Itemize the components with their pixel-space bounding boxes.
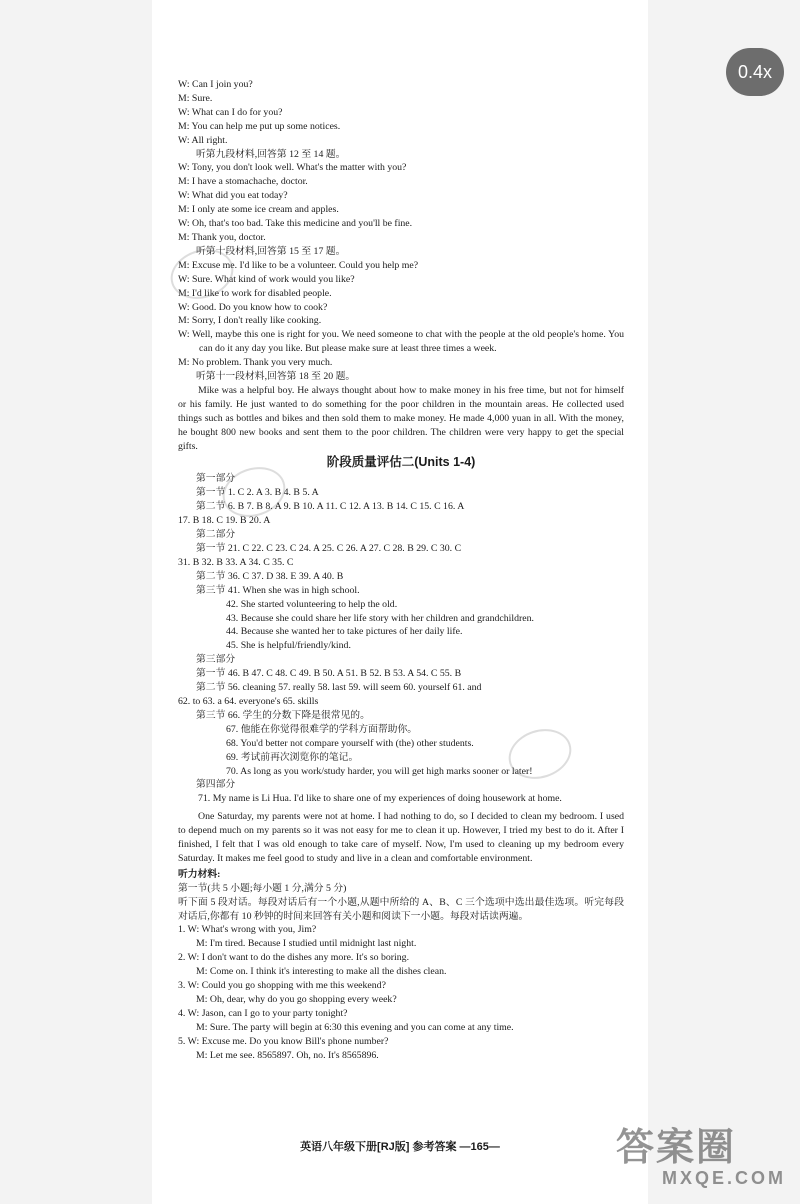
list-item: 1. W: What's wrong with you, Jim? xyxy=(178,924,317,936)
list-item: 4. W: Jason, can I go to your party tonight? xyxy=(178,1007,348,1019)
part-title: 第二部分 xyxy=(196,529,236,541)
dialog-line: M: Thank you, doctor. xyxy=(178,231,266,243)
answer-row: 70. As long as you work/study harder, you will get high marks sooner or later! xyxy=(226,765,533,777)
watermark-url: MXQE.COM xyxy=(661,1168,786,1188)
answer-row: 第一节 46. B 47. C 48. C 49. B 50. A 51. B 52. B 53. A 54. C 55. B xyxy=(196,668,462,680)
section-header: 听第十段材料,回答第 15 至 17 题。 xyxy=(196,245,346,257)
part-title: 第一部分 xyxy=(196,473,236,485)
list-item: M: Sure. The party will begin at 6:30 this evening and you can come at any time. xyxy=(196,1021,514,1033)
dialog-line: W: All right. xyxy=(178,134,228,146)
watermark-text: 答案圈 xyxy=(616,1127,737,1169)
listening-title: 听力材料: xyxy=(178,868,221,880)
answer-row: 第三节 41. When she was in high school. xyxy=(196,584,360,596)
part-title: 第四部分 xyxy=(196,779,236,791)
dialog-line: M: You can help me put up some notices. xyxy=(178,120,341,132)
answer-row: 第二节 36. C 37. D 38. E 39. A 40. B xyxy=(196,570,344,582)
listening-dialog-list xyxy=(178,923,624,1062)
dialog-line: M: Sorry, I don't really like cooking. xyxy=(178,315,322,327)
dialog-line: W: What can I do for you? xyxy=(178,106,283,118)
dialog-line: M: I only ate some ice cream and apples. xyxy=(178,204,339,216)
answer-row: 42. She started volunteering to help the old. xyxy=(226,598,398,610)
section-header: 听第十一段材料,回答第 18 至 20 题。 xyxy=(196,371,356,383)
site-watermark-logo xyxy=(616,1128,786,1198)
list-item: 5. W: Excuse me. Do you know Bill's phone number? xyxy=(178,1035,389,1047)
zoom-level-badge[interactable]: 0.4x xyxy=(726,48,784,96)
answer-row: 68. You'd better not compare yourself with (the) other students. xyxy=(226,737,474,749)
answer-row: 44. Because she wanted her to take pictures of her daily life. xyxy=(226,626,463,638)
answer-row: 45. She is helpful/friendly/kind. xyxy=(226,640,351,652)
dialog-line: M: Excuse me. I'd like to be a volunteer. Could you help me? xyxy=(178,259,419,271)
writing-essay: One Saturday, my parents were not at home. I had nothing to do, so I decided to clean my bedroom. I used to depend much on my parents so it was not easy for me to clean it up. However, I tried my best to do it. After I finished, I felt that I was old enough to take care of myself. Now, I'm used to cleaning up my bedroom every Saturday. It makes me feel good to study and live in a clean and comfortable environment. xyxy=(178,811,624,864)
answer-row: 69. 考试前再次浏览你的笔记。 xyxy=(226,751,359,763)
answer-row: 62. to 63. a 64. everyone's 65. skills xyxy=(178,695,319,707)
dialog-line: M: I'd like to work for disabled people. xyxy=(178,287,332,299)
answer-row: 17. B 18. C 19. B 20. A xyxy=(178,515,271,527)
answer-key-content xyxy=(178,78,624,1063)
part-title: 第三部分 xyxy=(196,654,236,666)
list-item: M: I'm tired. Because I studied until midnight last night. xyxy=(196,938,417,950)
answer-row: 第二节 56. cleaning 57. really 58. last 59. will seem 60. yourself 61. and xyxy=(196,682,482,694)
answer-row: 43. Because she could share her life story with her children and grandchildren. xyxy=(226,612,534,624)
listening-instructions: 听下面 5 段对话。每段对话后有一个小题,从题中所给的 A、B、C 三个选项中选出最佳选项。听完每段对话后,你都有 10 秒钟的时间来回答有关小题和阅读下一小题。每段对话读两遍。 xyxy=(178,896,624,922)
dialog-line: W: Well, maybe this one is right for you. We need someone to chat with the people at the old people's home. You can do it any day you like. But please make sure at least three times a week. xyxy=(178,329,624,355)
answer-row: 第三节 66. 学生的分数下降是很常见的。 xyxy=(196,709,370,721)
answer-row: 第二节 6. B 7. B 8. A 9. B 10. A 11. C 12. A 13. B 14. C 15. C 16. A xyxy=(196,501,465,513)
page-footer: 英语八年级下册[RJ版] 参考答案 —165— xyxy=(300,1141,500,1153)
answer-row: 67. 他能在你觉得很难学的学科方面帮助你。 xyxy=(226,723,418,735)
dialog-line: W: Good. Do you know how to cook? xyxy=(178,301,328,313)
list-item: 2. W: I don't want to do the dishes any more. It's so boring. xyxy=(178,952,410,964)
dialog-line: M: No problem. Thank you very much. xyxy=(178,357,333,369)
answer-row: 第一节 21. C 22. C 23. C 24. A 25. C 26. A 27. C 28. B 29. C 30. C xyxy=(196,543,462,554)
section-header: 听第九段材料,回答第 12 至 14 题。 xyxy=(196,148,346,160)
writing-answer-71: 71. My name is Li Hua. I'd like to share one of my experiences of doing housework at home. xyxy=(198,793,562,805)
listening-passage: Mike was a helpful boy. He always thought about how to make money in his free time, but not for himself or his family. He just wanted to do something for the poor children in the mountain areas. He collected used things such as bottles and bikes and then sold them to make money. He made 4,000 yuan in all. With the money, he bought 800 new books and sent them to the poor children. The children were very happy to get the special gifts. xyxy=(178,384,624,452)
assessment-heading: 阶段质量评估二(Units 1-4) xyxy=(326,455,476,470)
dialog-line: W: What did you eat today? xyxy=(178,190,288,202)
dialog-line: W: Oh, that's too bad. Take this medicine and you'll be fine. xyxy=(178,218,413,230)
list-item: 3. W: Could you go shopping with me this weekend? xyxy=(178,980,386,992)
list-item: M: Let me see. 8565897. Oh, no. It's 8565896. xyxy=(196,1049,379,1061)
list-item: M: Oh, dear, why do you go shopping every week? xyxy=(196,994,397,1005)
dialog-line: W: Sure. What kind of work would you like? xyxy=(178,273,355,285)
dialog-line: W: Tony, you don't look well. What's the matter with you? xyxy=(178,162,407,174)
listening-section-title: 第一节(共 5 小题;每小题 1 分,满分 5 分) xyxy=(178,882,347,894)
answer-row: 第一节 1. C 2. A 3. B 4. B 5. A xyxy=(196,487,319,499)
dialog-line: M: Sure. xyxy=(178,92,213,104)
dialog-line: W: Can I join you? xyxy=(178,79,253,90)
answer-row: 31. B 32. B 33. A 34. C 35. C xyxy=(178,556,294,568)
list-item: M: Come on. I think it's interesting to make all the dishes clean. xyxy=(196,966,447,978)
dialog-line: M: I have a stomachache, doctor. xyxy=(178,176,308,188)
